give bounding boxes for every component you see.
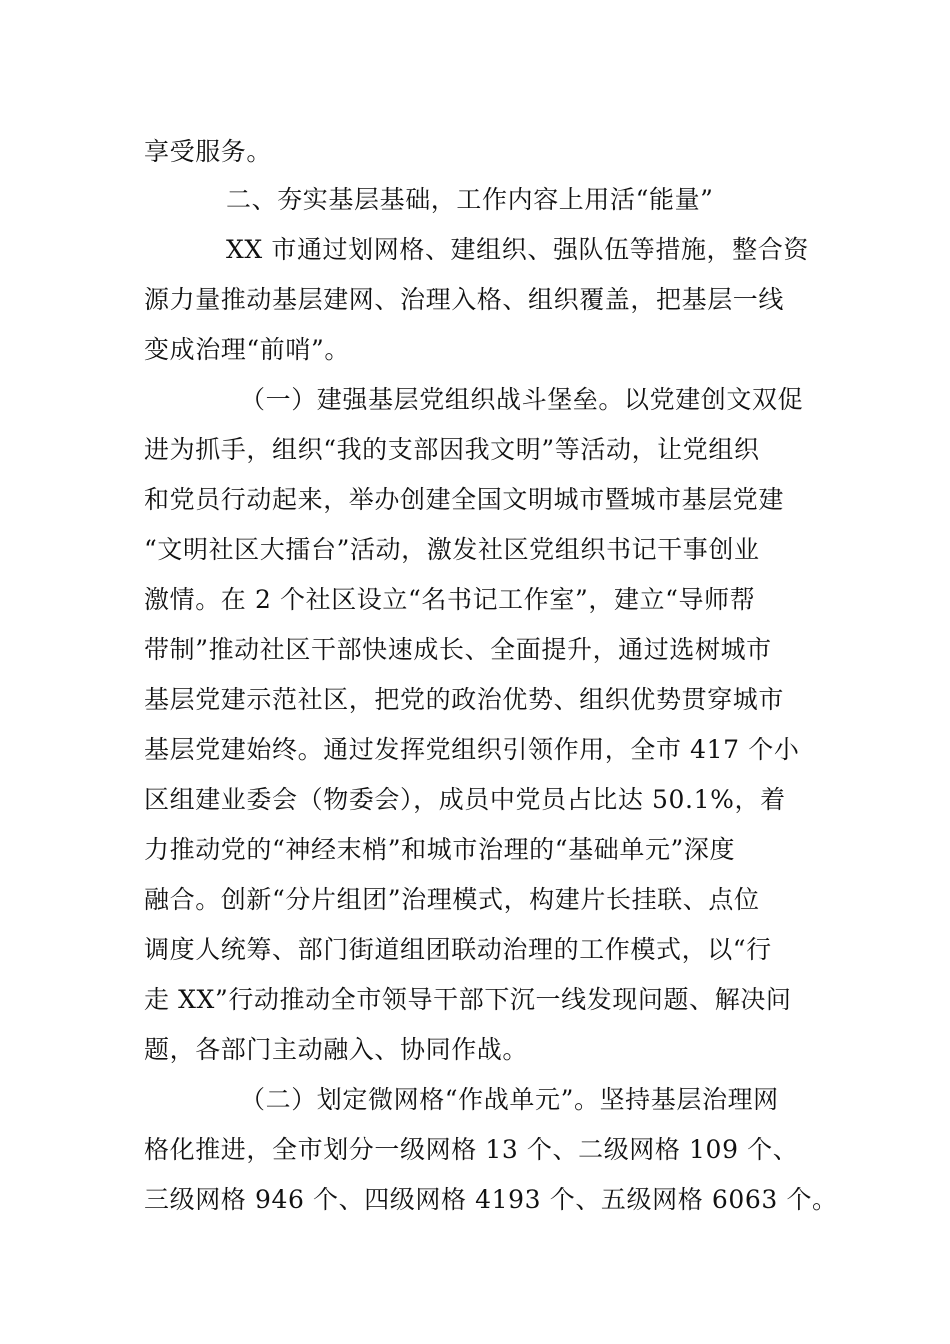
text-line: 源力量推动基层建网、治理入格、组织覆盖，把基层一线 [144,285,785,314]
text-line: 带制”推动社区干部快速成长、全面提升，通过选树城市 [144,635,772,664]
text-line: 题，各部门主动融入、协同作战。 [144,1035,529,1064]
text-line: 三级网格 946 个、四级网格 4193 个、五级网格 6063 个。 [144,1185,838,1214]
text-line: 激情。在 2 个社区设立“名书记工作室”，建立“导师帮 [144,585,756,614]
subsection-heading: （一）建强基层党组织战斗堡垒。以党建创文双促 [240,385,804,414]
text-line: “文明社区大擂台”活动，激发社区党组织书记干事创业 [144,535,760,564]
subsection-heading: （二）划定微网格“作战单元”。坚持基层治理网 [240,1085,779,1114]
text-line: 力推动党的“神经末梢”和城市治理的“基础单元”深度 [144,835,736,864]
text-line: 调度人统筹、部门街道组团联动治理的工作模式，以“行 [144,935,772,964]
text-line: 和党员行动起来，举办创建全国文明城市暨城市基层党建 [144,485,785,514]
text-line: 格化推进，全市划分一级网格 13 个、二级网格 109 个、 [144,1135,799,1164]
text-line: 基层党建示范社区，把党的政治优势、组织优势贯穿城市 [144,685,785,714]
text-line: 融合。创新“分片组团”治理模式，构建片长挂联、点位 [144,885,760,914]
text-line: 区组建业委会（物委会），成员中党员占比达 50.1%，着 [144,785,786,814]
text-line: 享受服务。 [144,137,273,166]
section-heading: 二、夯实基层基础，工作内容上用活“能量” [226,185,714,214]
text-line: 变成治理“前哨”。 [144,335,350,364]
text-line: 基层党建始终。通过发挥党组织引领作用，全市 417 个小 [144,735,800,764]
text-line: 走 XX”行动推动全市领导干部下沉一线发现问题、解决问 [144,985,792,1014]
text-line: 进为抓手，组织“我的支部因我文明”等活动，让党组织 [144,435,760,464]
text-line: XX 市通过划网格、建组织、强队伍等措施，整合资 [226,235,809,264]
